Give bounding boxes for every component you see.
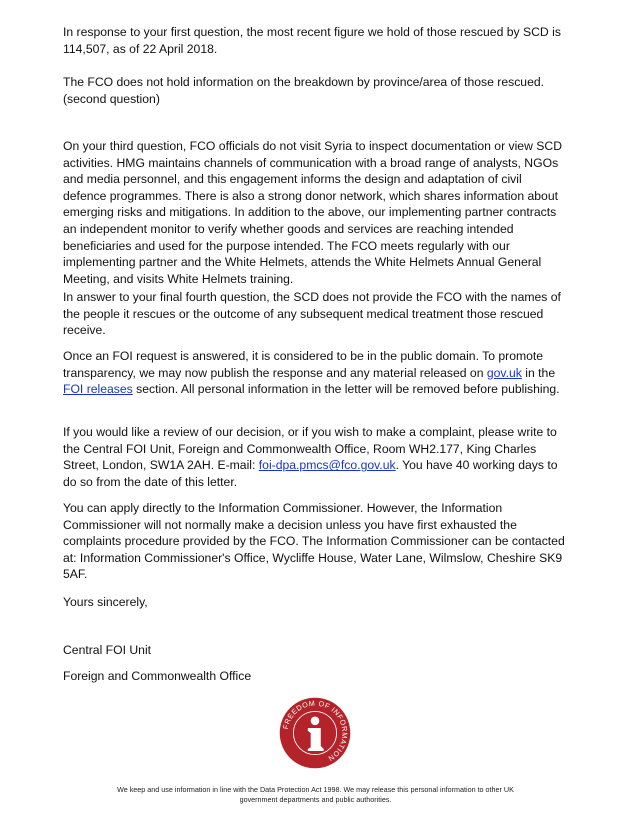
- footer-line: We keep and use information in line with the Data Protection Act 1998. We may release this personal information to other UK: [117, 785, 514, 794]
- footer-line: government departments and public authorities.: [239, 795, 392, 804]
- closing: [63, 594, 568, 611]
- paragraph-review: [63, 424, 568, 490]
- paragraph-fourth-question: [63, 289, 568, 339]
- unit-text: Central FOI Unit: [63, 643, 152, 657]
- paragraph-information-commissioner: [63, 500, 568, 583]
- text-span: Once an FOI request is answered, it is considered to be in the public domain. To promote transparency, we may now publish the response and any material released on: [63, 349, 544, 380]
- text-span: in the: [521, 365, 556, 380]
- paragraph-second-question: [63, 74, 568, 107]
- paragraph-text: The FCO does not hold information on the breakdown by province/area of those rescued. (second question): [63, 75, 545, 106]
- signature-unit: [63, 642, 568, 659]
- logo-i-dot: [311, 716, 320, 725]
- text-span: . You have 40 working days to do so from the date of this letter.: [63, 458, 558, 489]
- freedom-of-information-logo: [279, 697, 351, 769]
- signature-office: [63, 668, 568, 685]
- paragraph-publication: [63, 348, 568, 398]
- paragraph-text: In response to your first question, the most recent figure we hold of those rescued by SCD is 114,507, as of 22 April 2018.: [63, 25, 561, 56]
- closing-text: Yours sincerely,: [63, 595, 148, 609]
- paragraph-text: [63, 424, 568, 490]
- foi-email-link[interactable]: foi-dpa.pmcs@fco.gov.uk: [258, 458, 396, 473]
- paragraph-first-question: [63, 24, 568, 57]
- paragraph-text: In answer to your final fourth question, the SCD does not provide the FCO with the names of the people it rescues or the outcome of any subsequent medical treatment those rescued receive.: [63, 290, 561, 338]
- office-text: Foreign and Commonwealth Office: [63, 669, 252, 683]
- paragraph-text: On your third question, FCO officials do not visit Syria to inspect documentation or view SCD activities. HMG maintains channels of communication with a broad range of analysts, NGOs and media personnel, and this engagement informs the design and adaptation of civil defence programmes. There is also a strong donor network, which shares information about emerging risks and mitigations. In addition to the above, our implementing partner contracts an independent monitor to verify whether goods and services are reaching intended beneficiaries and used for the purpose intended. The FCO meets regularly with our implementing partner and the White Helmets, attends the White Helmets Annual General Meeting, and visits White Helmets training.: [63, 139, 563, 286]
- paragraph-text: You can apply directly to the Information Commissioner. However, the Information Commissioner will not normally make a decision unless you have first exhausted the complaints procedure provided by the FCO. The Information Commissioner can be contacted at: Information Commissioner's Office, Wycliffe House, Water Lane, Wilmslow, Cheshire SK9 5AF.: [63, 501, 565, 582]
- logo-ring-text: FREEDOM OF INFORMATION: [280, 698, 350, 764]
- foi-releases-link[interactable]: FOI releases: [63, 382, 133, 397]
- text-span: If you would like a review of our decision, or if you wish to make a complaint, please write to the Central FOI Unit, Foreign and Commonwealth Office, Room WH2.177, King Charles Street, London, SW1A 2AH. E-mail:: [63, 425, 557, 473]
- text-span: section. All personal information in the letter will be removed before publishing.: [132, 382, 560, 397]
- paragraph-text: [63, 348, 568, 398]
- footer-disclaimer: [40, 785, 591, 805]
- paragraph-third-question: [63, 138, 568, 287]
- govuk-link[interactable]: gov.uk: [486, 365, 522, 380]
